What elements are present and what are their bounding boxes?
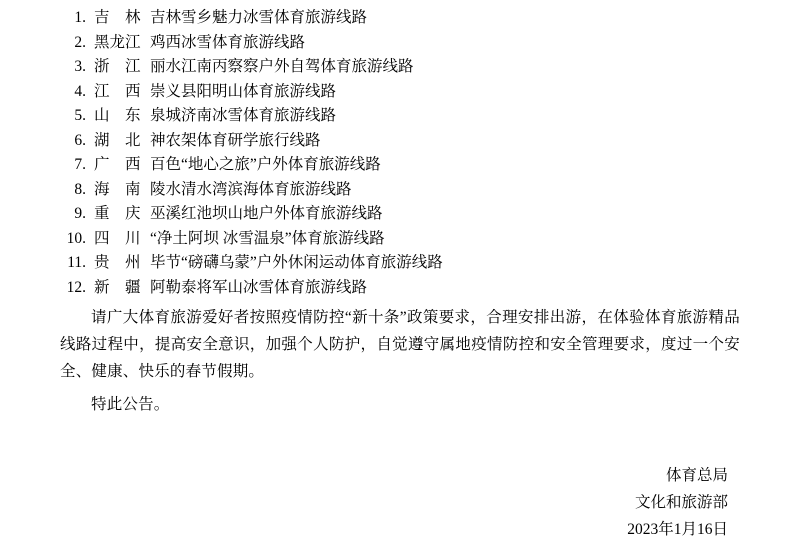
list-item — [60, 6, 740, 31]
list-item-number: 7. — [74, 156, 86, 173]
list-item-region: 黑龙江 — [94, 33, 141, 51]
list-item-text: 吉林雪乡魅力冰雪体育旅游线路 — [150, 9, 368, 26]
list-item-region: 山 东 — [94, 107, 141, 124]
signature-line-1: 体育总局 — [665, 467, 728, 484]
list-item — [60, 202, 740, 227]
list-item-number: 8. — [74, 180, 86, 198]
list-item — [60, 153, 740, 178]
paragraph-notice: 请广大体育旅游爱好者按照疫情防控“新十条”政策要求，合理安排出游，在体验体育旅游精品线路过程中，提高安全意识，加强个人防护，自觉遵守属地疫情防控和安全管理要求，度过一个安全、健康、快乐的春节假期。 — [60, 309, 740, 380]
list-item — [60, 178, 740, 203]
list-item-number: 1. — [74, 9, 86, 26]
list-item-number: 10. — [66, 229, 86, 247]
list-item-number: 11. — [67, 254, 86, 271]
list-item-text: 鸡西冰雪体育旅游线路 — [150, 33, 306, 51]
list-item-number: 4. — [74, 82, 86, 100]
list-item-region: 广 西 — [94, 156, 141, 173]
list-item — [60, 80, 740, 105]
list-item-number: 2. — [74, 33, 86, 51]
list-item-text: “净土阿坝 冰雪温泉”体育旅游线路 — [150, 229, 385, 247]
list-item — [60, 31, 740, 56]
route-list — [60, 6, 740, 300]
list-item-text: 阿勒泰将军山冰雪体育旅游线路 — [150, 278, 368, 296]
list-item — [60, 104, 740, 129]
list-item-text: 崇义县阳明山体育旅游线路 — [150, 82, 337, 100]
list-item-region: 湖 北 — [94, 131, 141, 149]
list-item — [60, 55, 740, 80]
list-item — [60, 227, 740, 252]
list-item-number: 9. — [74, 205, 86, 222]
signature-block — [60, 462, 740, 543]
list-item — [60, 129, 740, 154]
list-item-text: 丽水江南丙察察户外自驾体育旅游线路 — [150, 58, 414, 75]
list-item-region: 重 庆 — [94, 205, 141, 222]
paragraph-closing: 特此公告。 — [91, 396, 170, 413]
list-item — [60, 276, 740, 301]
signature-line-2: 文化和旅游部 — [634, 494, 728, 511]
list-item-number: 12. — [66, 278, 86, 296]
list-item-text: 陵水清水湾滨海体育旅游线路 — [150, 180, 352, 198]
list-item-region: 贵 州 — [94, 254, 141, 271]
list-item-text: 百色“地心之旅”户外体育旅游线路 — [150, 156, 381, 173]
signature-date: 2023年1月16日 — [627, 521, 728, 538]
list-item-text: 巫溪红池坝山地户外体育旅游线路 — [150, 205, 383, 222]
list-item-number: 6. — [74, 131, 86, 149]
list-item-region: 新 疆 — [94, 278, 141, 296]
list-item-text: 毕节“磅礴乌蒙”户外休闲运动体育旅游线路 — [150, 254, 443, 271]
list-item — [60, 251, 740, 276]
list-item-number: 3. — [74, 58, 86, 75]
list-item-text: 泉城济南冰雪体育旅游线路 — [150, 107, 337, 124]
list-item-number: 5. — [74, 107, 86, 124]
list-item-region: 四 川 — [94, 229, 141, 247]
list-item-region: 江 西 — [94, 82, 141, 100]
list-item-region: 吉 林 — [94, 9, 141, 26]
list-item-text: 神农架体育研学旅行线路 — [150, 131, 321, 149]
list-item-region: 海 南 — [94, 180, 141, 198]
list-item-region: 浙 江 — [94, 58, 141, 75]
